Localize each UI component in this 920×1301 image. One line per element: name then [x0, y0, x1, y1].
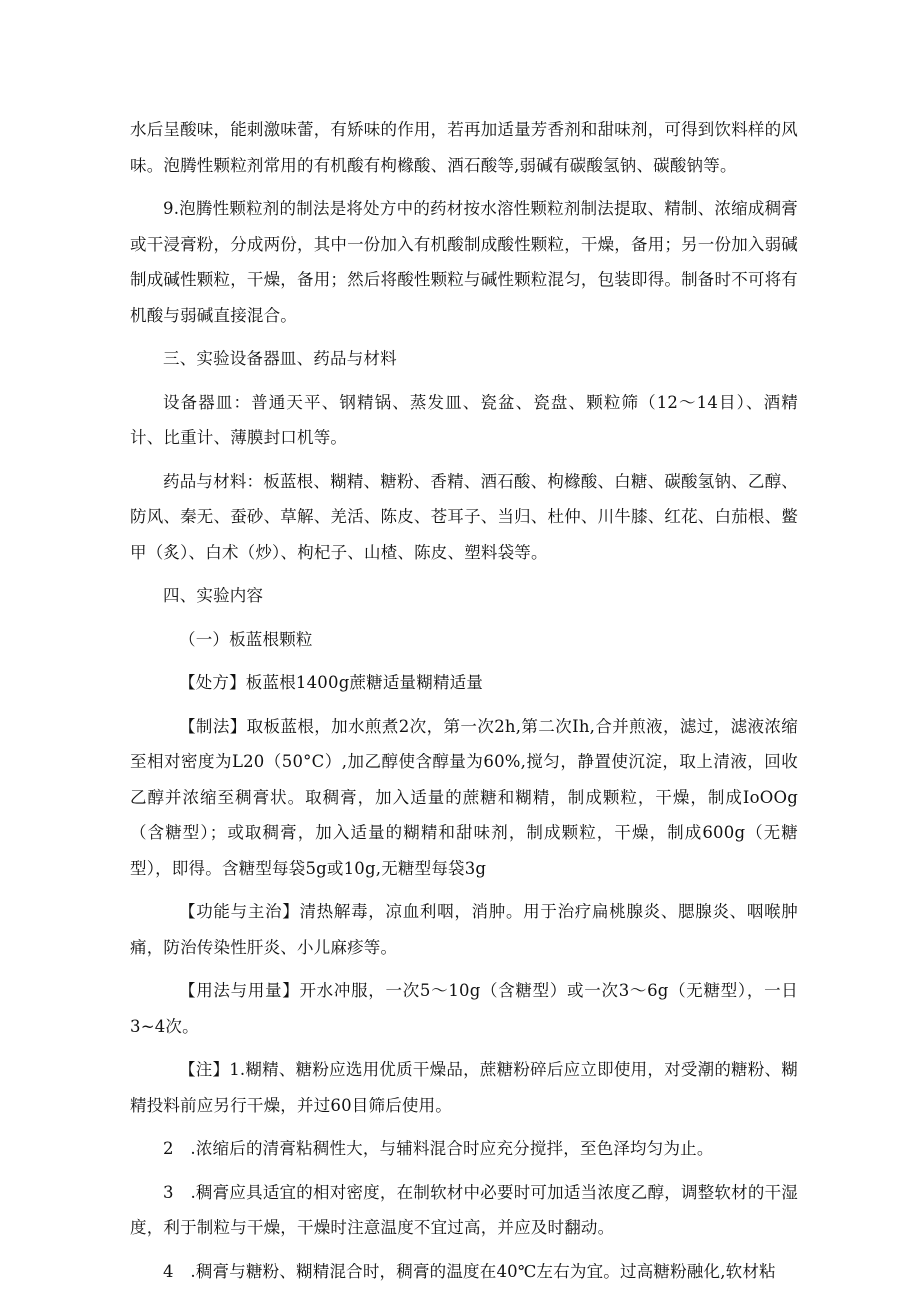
paragraph-prescription: 【处方】板蓝根1400g蔗糖适量糊精适量 [179, 673, 484, 692]
paragraph-note-3: 3 .稠膏应具适宜的相对密度，在制软材中必要时可加适当浓度乙醇，调整软材的干湿度，利于制粒与干燥，干燥时注意温度不宜过高，并应及时翻动。 [130, 1182, 798, 1237]
section-heading-equipment: 三、实验设备器皿、药品与材料 [163, 349, 397, 368]
paragraph-preparation: 【制法】取板蓝根，加水煎煮2次，第一次2h,第二次Ih,合并煎液，滤过，滤液浓缩至相对密度为L20（50°C）,加乙醇使含醇量为60%,搅匀，静置使沉淀，取上清液，回收乙醇并浓缩至稠膏状。取稠膏，加入适量的蔗糖和糊精，制成颗粒，干燥，制成IoOOg（含糖型）；或取稠膏，加入适量的糊精和甜味剂，制成颗粒，干燥，制成600g（无糖型），即得。含糖型每袋5g或10g,无糖型每袋3g [130, 716, 798, 878]
paragraph-equipment: 设备器皿：普通天平、钢精锅、蒸发皿、瓷盆、瓷盘、颗粒筛（12～14目）、酒精计、比重计、薄膜封口机等。 [130, 392, 798, 447]
section-heading-content: 四、实验内容 [163, 586, 264, 605]
paragraph-effervescent-method: 9.泡腾性颗粒剂的制法是将处方中的药材按水溶性颗粒剂制法提取、精制、浓缩成稠膏或干浸膏粉，分成两份，其中一份加入有机酸制成酸性颗粒，干燥，备用；另一份加入弱碱制成碱性颗粒，干燥，备用；然后将酸性颗粒与碱性颗粒混匀，包装即得。制备时不可将有机酸与弱碱直接混合。 [130, 199, 798, 325]
subsection-heading-banlangen: （一）板蓝根颗粒 [179, 629, 313, 649]
paragraph-note-2: 2 .浓缩后的清膏粘稠性大，与辅料混合时应充分搅拌，至色泽均匀为止。 [163, 1139, 714, 1158]
paragraph-materials: 药品与材料：板蓝根、糊精、糖粉、香精、酒石酸、枸橼酸、白糖、碳酸氢钠、乙醇、防风、秦无、蚕砂、草解、羌活、陈皮、苍耳子、当归、杜仲、川牛膝、红花、白茄根、鳖甲（炙）、白术（炒）、枸杞子、山楂、陈皮、塑料袋等。 [130, 471, 798, 562]
paragraph-effervescent-taste: 水后呈酸味，能刺激味蕾，有矫味的作用，若再加适量芳香剂和甜味剂，可得到饮料样的风味。泡腾性颗粒剂常用的有机酸有枸橼酸、酒石酸等,弱碱有碳酸氢钠、碳酸钠等。 [130, 120, 798, 175]
paragraph-usage: 【用法与用量】开水冲服，一次5～10g（含糖型）或一次3～6g（无糖型），一日3~4次。 [130, 981, 798, 1036]
paragraph-function: 【功能与主治】清热解毒，凉血利咽，消肿。用于治疗扁桃腺炎、腮腺炎、咽喉肿痛，防治传染性肝炎、小儿麻疹等。 [130, 902, 798, 957]
document-page [130, 112, 798, 1289]
paragraph-note-4: 4 .稠膏与糖粉、糊精混合时，稠膏的温度在40℃左右为宜。过高糖粉融化,软材粘 [163, 1261, 776, 1281]
paragraph-note-1: 【注】1.糊精、糖粉应选用优质干燥品，蔗糖粉碎后应立即使用，对受潮的糖粉、糊精投料前应另行干燥，并过60目筛后使用。 [130, 1060, 798, 1115]
